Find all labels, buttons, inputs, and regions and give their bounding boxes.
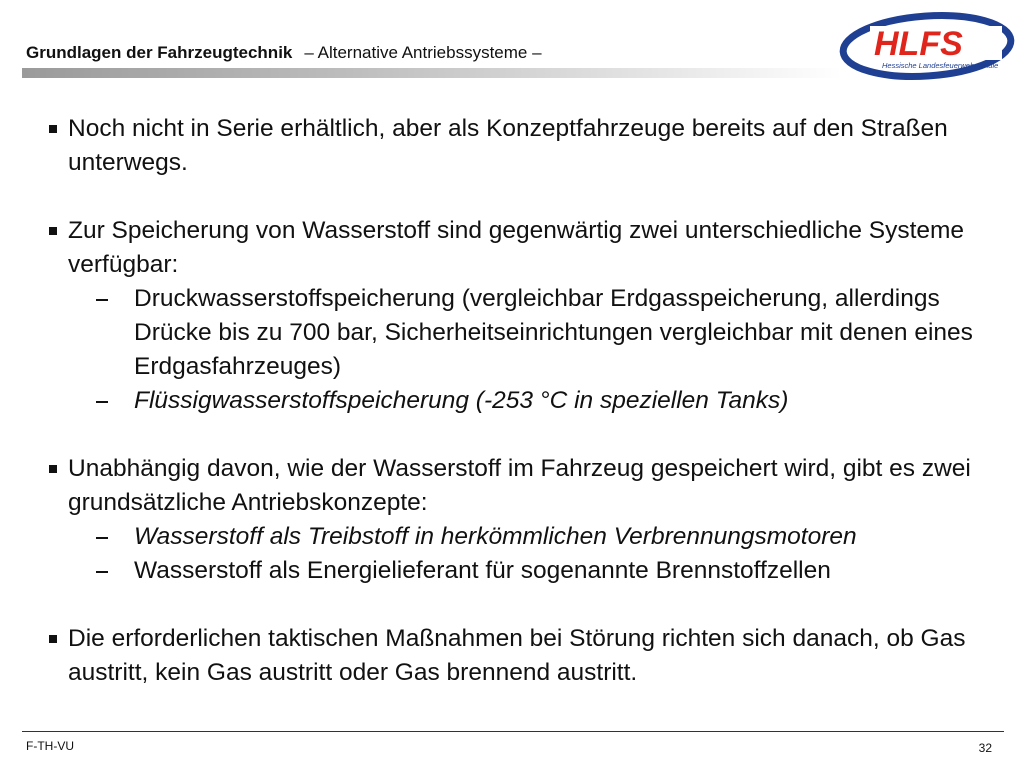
sub-item bbox=[68, 520, 1006, 554]
footer-code: F-TH-VU bbox=[26, 739, 74, 753]
footer-divider bbox=[22, 731, 1004, 732]
bullet-square-icon bbox=[49, 227, 57, 235]
sub-item-text: Druckwasserstoffspeicherung (vergleichbar Erdgasspeicherung, allerdings Drücke bis zu 700 bar, Sicherheitseinrichtungen vergleichbar mit denen eines Erdgasfahrzeuges) bbox=[134, 285, 973, 380]
logo-tagline: Hessische Landesfeuerwehrschule bbox=[882, 61, 999, 70]
slide-title: Grundlagen der Fahrzeugtechnik bbox=[26, 43, 293, 62]
slide-header bbox=[26, 43, 542, 63]
bullet-item bbox=[46, 452, 1006, 588]
bullet-text: Die erforderlichen taktischen Maßnahmen bei Störung richten sich danach, ob Gas austritt, kein Gas austritt oder Gas brennend austritt. bbox=[68, 625, 966, 686]
sub-item bbox=[68, 282, 1006, 384]
hlfs-logo bbox=[838, 10, 1016, 82]
bullet-square-icon bbox=[49, 635, 57, 643]
header-divider bbox=[22, 68, 842, 78]
dash-icon bbox=[96, 401, 108, 403]
logo-text: HLFS bbox=[874, 25, 963, 63]
bullet-text: Zur Speicherung von Wasserstoff sind gegenwärtig zwei unterschiedliche Systeme verfügbar: bbox=[68, 217, 965, 278]
page-number: 32 bbox=[978, 741, 992, 755]
dash-icon bbox=[96, 537, 108, 539]
bullet-square-icon bbox=[49, 125, 57, 133]
bullet-text: Unabhängig davon, wie der Wasserstoff im Fahrzeug gespeichert wird, gibt es zwei grundsätzliche Antriebskonzepte: bbox=[68, 455, 971, 516]
dash-icon bbox=[96, 571, 108, 573]
bullet-item bbox=[46, 622, 1006, 690]
sub-item-text: Wasserstoff als Energielieferant für sogenannte Brennstoffzellen bbox=[134, 557, 831, 584]
sub-list bbox=[68, 282, 1006, 418]
sub-item-text: Flüssigwasserstoffspeicherung (-253 °C in speziellen Tanks) bbox=[134, 387, 789, 414]
bullet-text: Noch nicht in Serie erhältlich, aber als Konzeptfahrzeuge bereits auf den Straßen unterwegs. bbox=[68, 115, 948, 176]
bullet-square-icon bbox=[49, 465, 57, 473]
sub-item bbox=[68, 384, 1006, 418]
slide-subtitle: – Alternative Antriebssysteme – bbox=[304, 43, 542, 62]
bullet-item bbox=[46, 214, 1006, 418]
sub-item-text: Wasserstoff als Treibstoff in herkömmlichen Verbrennungsmotoren bbox=[134, 523, 857, 550]
sub-item bbox=[68, 554, 1006, 588]
dash-icon bbox=[96, 299, 108, 301]
slide-content bbox=[46, 112, 1006, 724]
sub-list bbox=[68, 520, 1006, 588]
bullet-item bbox=[46, 112, 1006, 180]
